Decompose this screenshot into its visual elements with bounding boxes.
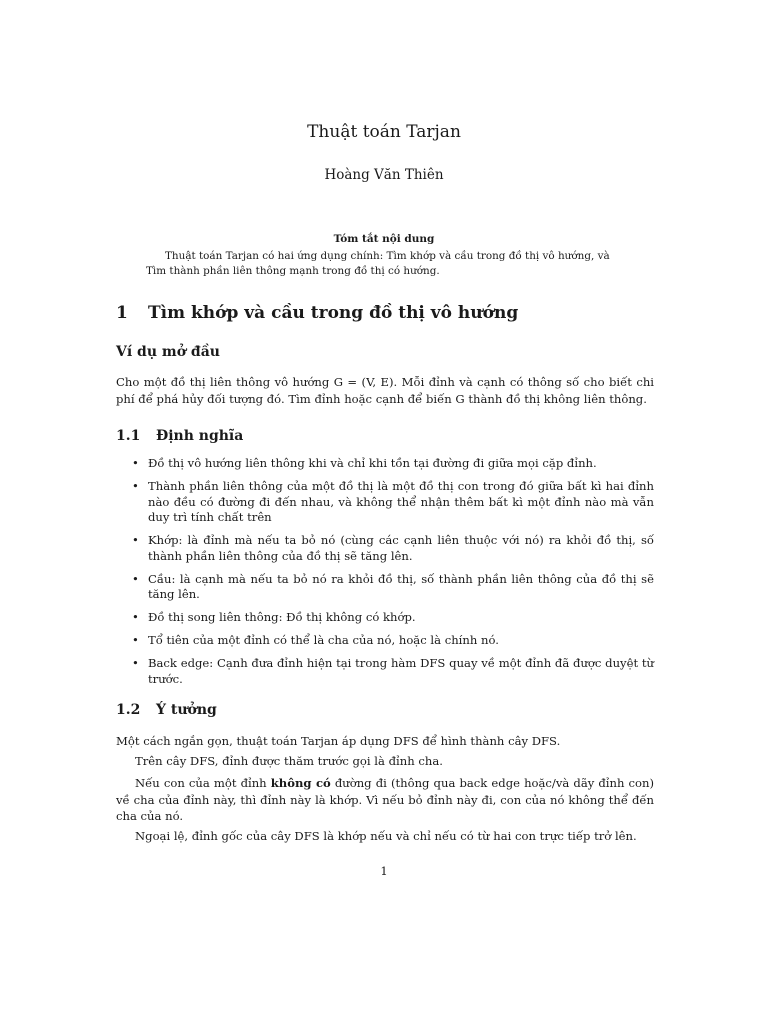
list-item-text: Cầu: là cạnh mà nếu ta bỏ nó ra khỏi đồ thị, số thành phần liên thông của đồ thị sẽ tăng lên.: [148, 571, 654, 601]
list-item-text: Đồ thị vô hướng liên thông khi và chỉ khi tồn tại đường đi giữa mọi cặp đỉnh.: [148, 456, 597, 470]
text-run: Nếu con của một đỉnh: [135, 776, 271, 790]
abstract-text: Thuật toán Tarjan có hai ứng dụng chính: Tìm khớp và cầu trong đồ thị vô hướng, và Tìm thành phần liên thông mạnh trong đồ thị có hướng.: [146, 250, 610, 277]
list-item-text: Đồ thị song liên thông: Đồ thị không có khớp.: [148, 610, 416, 624]
list-item: [116, 656, 654, 687]
list-item: [116, 572, 654, 603]
section-title: Tìm khớp và cầu trong đồ thị vô hướng: [148, 303, 519, 323]
idea-paragraph-4: Ngoại lệ, đỉnh gốc của cây DFS là khớp nếu và chỉ nếu có từ hai con trực tiếp trở lên.: [135, 829, 637, 843]
subsection-number: 1.2: [116, 702, 141, 718]
list-item-text: Thành phần liên thông của một đồ thị là một đồ thị con trong đó giữa bất kì hai đỉnh nào đều có đường đi đến nhau, và không thể nhận thêm bất kì một đỉnh nào mà vẫn duy trì tính chất trên: [148, 479, 654, 524]
definition-list: [116, 456, 654, 695]
section-number: 1: [116, 303, 128, 323]
document-title: Thuật toán Tarjan: [307, 122, 461, 142]
subsection-title: Định nghĩa: [156, 428, 244, 444]
bullet-icon: •: [132, 479, 139, 493]
idea-paragraph-3: [116, 775, 654, 825]
bullet-icon: •: [132, 571, 139, 586]
subsection-number: 1.1: [116, 428, 141, 444]
list-item-text: Back edge: Cạnh đưa đỉnh hiện tại trong hàm DFS quay về một đỉnh đã được duyệt từ trước.: [148, 656, 654, 686]
subsection-title: Ý tưởng: [156, 702, 217, 718]
document-author: Hoàng Văn Thiên: [324, 167, 444, 183]
bullet-icon: •: [132, 533, 139, 547]
bullet-icon: •: [132, 456, 139, 470]
subsection-1-1-heading: [116, 428, 243, 444]
section-1-heading: [116, 303, 518, 323]
bullet-icon: •: [132, 656, 139, 670]
list-item: [116, 456, 654, 472]
list-item: [116, 633, 654, 649]
emphasis-text: không có: [270, 776, 331, 790]
subsection-1-2-heading: [116, 702, 217, 718]
list-item: [116, 479, 654, 526]
intro-heading: Ví dụ mở đầu: [116, 344, 220, 360]
idea-paragraph-2: Trên cây DFS, đỉnh được thăm trước gọi là đỉnh cha.: [135, 754, 443, 768]
bullet-icon: •: [132, 610, 139, 624]
list-item: [116, 533, 654, 564]
list-item-text: Tổ tiên của một đỉnh có thể là cha của nó, hoặc là chính nó.: [148, 633, 499, 647]
list-item-text: Khớp: là đỉnh mà nếu ta bỏ nó (cùng các cạnh liên thuộc với nó) ra khỏi đồ thị, số thành phần liên thông của đồ thị sẽ tăng lên.: [148, 533, 654, 563]
abstract-heading: Tóm tắt nội dung: [333, 233, 435, 245]
text-run: đường đi (thông qua back edge hoặc/và dãy đỉnh con) về cha của đỉnh này, thì đỉnh này là khớp. Vì nếu bỏ đỉnh này đi, con của nó không thể đến cha của nó.: [116, 776, 655, 823]
bullet-icon: •: [132, 633, 139, 647]
idea-paragraph-1: Một cách ngắn gọn, thuật toán Tarjan áp dụng DFS để hình thành cây DFS.: [116, 734, 561, 748]
page-number: 1: [380, 864, 388, 878]
list-item: [116, 610, 654, 626]
intro-paragraph: Cho một đồ thị liên thông vô hướng G = (V, E). Mỗi đỉnh và cạnh có thông số cho biết chi phí để phá hủy đối tượng đó. Tìm đỉnh hoặc cạnh để biến G thành đồ thị không liên thông.: [116, 375, 654, 406]
